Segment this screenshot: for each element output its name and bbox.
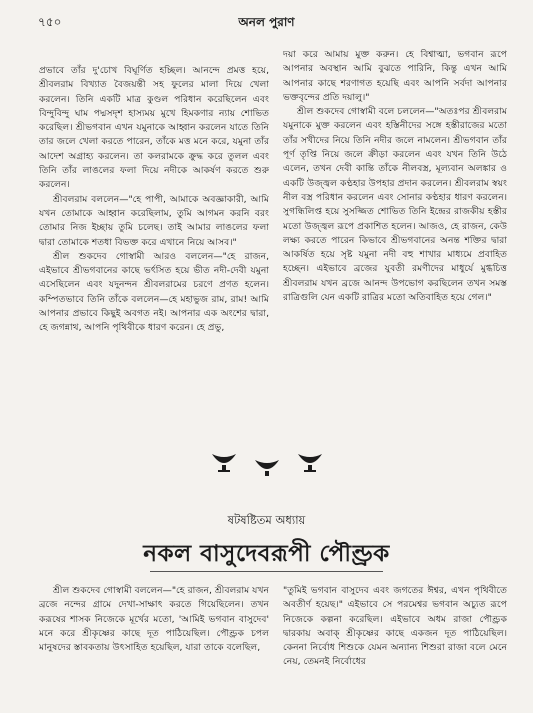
paragraph: শ্রীল শুকদেব গোস্বামী বলে চললেন—"অতঃপর শ্রীবলরাম যমুনাকে মুক্ত করলেন এবং হস্তিনীদের সঙ্গে হস্তীরাজের মতো তাঁর সখীদের নিয়ে তিনি নদীর জলে নামলেন। শ্রীভগবান তাঁর পূর্ণ তৃপ্তি নিয়ে জলে ক্রীড়া করলেন এবং যখন তিনি উঠে এলেন, তখন দেবী কান্তি তাঁকে নীলবস্ত্র, মূল্যবান অলঙ্কার ও একটি উজ্জ্বল কণ্ঠহার উপহার প্রদান করলেন। শ্রীবলরাম স্বয়ং নীল বস্ত্র পরিধান করলেন এবং সোনার কণ্ঠহার ধারণ করলেন। সুগন্ধিলিপ্ত হয়ে সুসজ্জিত শোভিত তিনি ইন্দ্রের রাজকীয় হস্তীর মতো উজ্জ্বল রূপে প্রকাশিত হলেন। আজও, হে রাজন, কেউ লক্ষ্য করতে পারেন কিভাবে শ্রীভগবানের অনন্ত শক্তির দ্বারা আকর্ষিত হয়ে সৃষ্ট যমুনা নদী বহু শাখার মাধ্যমে প্রবাহিত হচ্ছেন। এইভাবে ব্রজের যুবতী রমণীদের মাধুর্যে মুগ্ধচিত্ত শ্রীবলরাম যখন ব্রজে আনন্দ উপভোগ করছিলেন তখন সমস্ত রাত্রিগুলি যেন একটি রাত্রির মতো অতিবাহিত হয়ে গেল।" [283, 106, 507, 304]
paragraph: প্রভাবে তাঁর দু'চোখ বিঘূর্ণিত হচ্ছিল। আনন্দে প্রমত্ত হয়ে, শ্রীবলরাম বিখ্যাত বৈজয়ন্তী সহ ফুলের মালা দিয়ে খেলা করলেন। তিনি একটি মাত্র কুণ্ডল পরিধান করেছিলেন এবং বিন্দুবিন্দু ঘাম পদ্মসদৃশ হাস্যময় মুখে হিমকণার ন্যায় শোভিত করেছিল। শ্রীভগবান এখন যমুনাকে আহ্বান করলেন যাতে তিনি তার জলে খেলা করতে পারেন, তাঁকে মত্ত মনে করে, যমুনা তাঁর আদেশ অগ্রাহ্য করলেন। তা কলরামকে ক্রুদ্ধ করে তুলল এবং তিনি তাঁর লাঙলের ফলা দিয়ে নদীকে আকর্ষণ করতে শুরু করলেন। [39, 65, 269, 191]
running-title: অনল পুরাণ [238, 15, 295, 29]
column-right-top [283, 48, 507, 440]
column-left-bottom [39, 584, 269, 706]
page-header [0, 10, 533, 32]
paragraph: "তুমিই ভগবান বাসুদেব এবং জগতের ঈশ্বর, এখন পৃথিবীতে অবতীর্ণ হয়েছ।" এইভাবে সে পরমেশ্বর ভগবান অচ্যুত রূপে নিজেকে কল্পনা করেছিল। এইভাবে অধম রাজা পৌণ্ড্রক দ্বারকায় অবাক্ শ্রীকৃষ্ণের কাছে একজন দূত পাঠিয়েছিল। কেননা নির্বোধ শিশুকে যেমন অন্যান্য শিশুরা রাজা বলে মেনে নেয়, তেমনই নির্বোধের [283, 585, 507, 668]
paragraph: দয়া করে আমায় মুক্ত করুন। হে বিশ্বাত্মা, ভগবান রূপে আপনার অবস্থান আমি বুঝতে পারিনি, কিন্তু এখন আমি আপনার কাছে শরণাগত হয়েছি এবং আপনি সর্বদা আপনার ভক্তবৃন্দের প্রতি দয়ালু।" [283, 49, 507, 103]
title-underline [150, 571, 383, 572]
column-right-bottom [283, 584, 507, 706]
paragraph: শ্রীল শুকদেব গোস্বামী বললেন—"হে রাজন, শ্রীবলরাম যখন ব্রজে নন্দের গ্রামে দেখা-সাক্ষাৎ করতে গিয়েছিলেন। তখন করূষের শাসক নিজেকে মূর্খের মতো, 'আমিই ভগবান বাসুদেব' মনে করে শ্রীকৃষ্ণের কাছে দূত পাঠিয়েছিল। পৌণ্ড্রক চপল মানুষদের স্তাবকতায় উৎসাহিত হয়েছিল, যারা তাকে বলেছিল, [39, 585, 269, 654]
paragraph: শ্রীল শুকদেব গোস্বামী আরও বললেন—"হে রাজন, এইভাবে শ্রীভগবানের কাছে ভর্ৎসিত হয়ে ভীত নদী-দেবী যমুনা এসেছিলেন এবং যদুনন্দন শ্রীবলরামের চরণে প্রণত হলেন। কম্পিতভাবে তিনি তাঁকে বললেন—হে মহাভুজ রাম, রাম! আমি আপনার প্রভাবে কিছুই অবগত নই। আপনার এক অংশের দ্বারা, হে জগন্নাথ, আপনি পৃথিবীকে ধারণ করেন। হে প্রভু, [39, 250, 269, 334]
chapter-number: ষটষষ্টিতম অধ্যায় [227, 513, 306, 527]
chapter-title: নকল বাসুদেবরূপী পৌণ্ড্রক [143, 541, 390, 567]
paragraph: শ্রীবলরাম বললেন—"হে পাপী, আমাকে অবজ্ঞাকারী, আমি যখন তোমাকে আহ্বান করেছিলাম, তুমি আগমন করনি বরং তোমার নিজ ইচ্ছায় তুমি চলেছ। তাই আমার লাঙলের ফলা দ্বারা তোমাকে শতধা বিভক্ত করে এখানে নিয়ে আসব।" [39, 193, 269, 248]
column-left-top [39, 64, 269, 440]
page-number: ৭৫০ [38, 15, 62, 29]
lamp-ornament-icon [0, 446, 533, 476]
section-divider [0, 446, 533, 476]
